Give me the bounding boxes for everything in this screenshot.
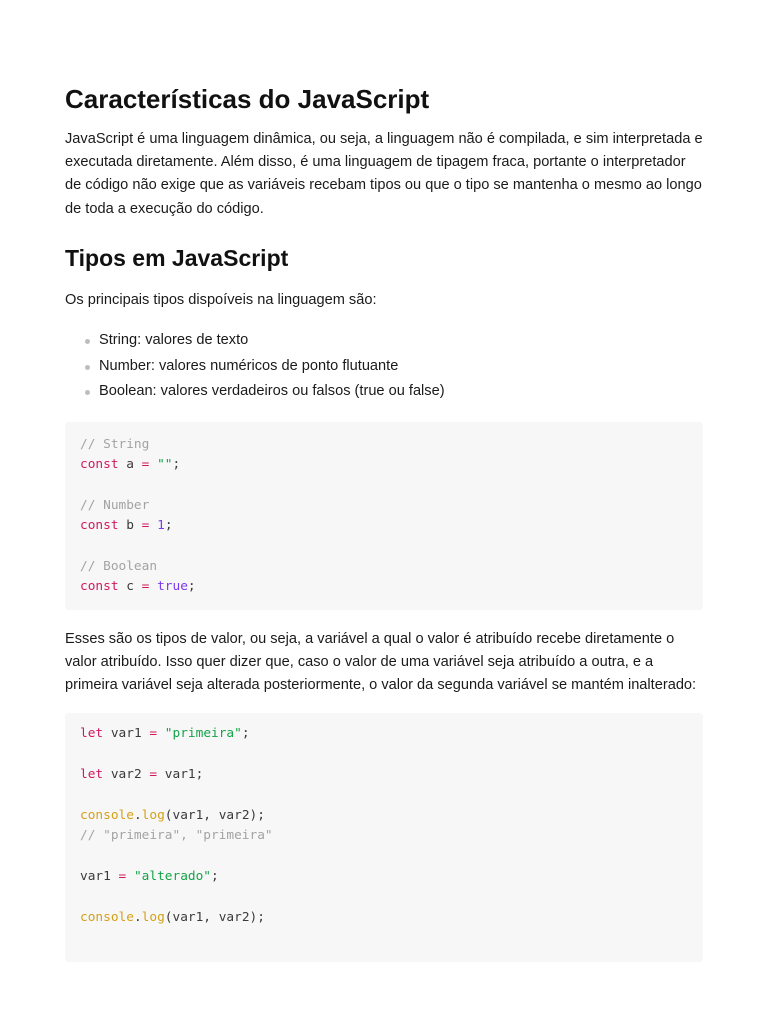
- bullet-icon: [85, 390, 90, 395]
- page-title: Características do JavaScript: [65, 84, 430, 114]
- code-token-plain: (var1, var2);: [164, 909, 265, 925]
- code-token-plain: var2: [103, 767, 150, 783]
- types-intro-paragraph: Os principais tipos dispoíveis na linguagem são:: [65, 291, 377, 308]
- code-token-punct: ;: [241, 726, 250, 742]
- code-token-num: true: [157, 579, 188, 595]
- code-token-punct: ;: [187, 579, 196, 595]
- code-token-plain: var1: [80, 868, 119, 884]
- code-token-kw: =: [141, 456, 150, 472]
- code-token-punct: ;: [164, 518, 173, 534]
- code-line: [80, 577, 688, 597]
- code-token-kw: const: [80, 518, 119, 534]
- code-token-plain: [149, 579, 157, 594]
- code-token-kw: const: [80, 579, 119, 595]
- code-token-plain: [149, 457, 157, 472]
- list-item: [99, 379, 703, 405]
- code-token-kw: =: [149, 726, 158, 742]
- code-token-str: "alterado": [133, 868, 212, 884]
- code-line: [80, 536, 688, 556]
- list-item-text: String: valores de texto: [99, 332, 249, 349]
- code-line: [80, 435, 688, 455]
- section-heading-types: Tipos em JavaScript: [65, 244, 289, 271]
- code-token-fn: log: [141, 909, 165, 925]
- intro-paragraph: JavaScript é uma linguagem dinâmica, ou seja, a linguagem não é compilada, e sim interpretada e executada diretamente. Além disso, é uma linguagem de tipagem fraca, portante o interpretador de código não exige que as variáveis recebam tipos ou que o tipo se mantenha o mesmo ao longo de toda a execução do código.: [65, 131, 703, 217]
- code-line: [80, 745, 688, 765]
- code-token-kw: =: [149, 767, 158, 783]
- code-token-str: "primeira": [164, 726, 242, 742]
- code-token-plain: a: [118, 456, 142, 472]
- code-token-plain: [157, 726, 165, 741]
- code-token-fn: log: [141, 807, 165, 823]
- code-token-comment: // String: [80, 436, 150, 452]
- code-token-punct: ;: [172, 456, 181, 472]
- code-line: [80, 806, 688, 826]
- code-line: [80, 516, 688, 536]
- code-token-punct: .: [133, 807, 142, 823]
- code-line: [80, 887, 688, 907]
- document-page: [65, 82, 703, 962]
- bullet-icon: [85, 339, 90, 344]
- code-token-punct: .: [133, 909, 142, 925]
- code-token-plain: (var1, var2);: [164, 807, 265, 823]
- code-line: [80, 475, 688, 495]
- value-types-paragraph: Esses são os tipos de valor, ou seja, a variável a qual o valor é atribuído recebe diretamente o valor atribuído. Isso quer dizer que, caso o valor de uma variável seja atribuído a outra, e a primeira variável seja alterada posteriormente, o valor da segunda variável se mantém inalterado:: [65, 630, 697, 694]
- list-item: [99, 354, 703, 380]
- code-line: [80, 455, 688, 475]
- code-token-kw: const: [80, 456, 119, 472]
- code-token-kw: let: [80, 767, 104, 783]
- code-token-fn: console: [80, 909, 134, 925]
- code-token-str: "": [157, 456, 173, 472]
- code-token-kw: =: [118, 868, 127, 884]
- code-line: [80, 785, 688, 805]
- code-token-punct: ;: [211, 868, 219, 884]
- code-line: [80, 847, 688, 867]
- code-token-plain: b: [118, 518, 142, 534]
- code-line: [80, 496, 688, 516]
- code-token-comment: // Boolean: [80, 558, 158, 574]
- list-item-text: Number: valores numéricos de ponto flutuante: [99, 357, 399, 374]
- code-token-plain: var1: [103, 726, 150, 742]
- code-token-fn: console: [80, 807, 134, 823]
- code-block-value-copy: [65, 713, 703, 962]
- code-line: [80, 826, 688, 846]
- bullet-icon: [85, 365, 90, 370]
- code-line: [80, 765, 688, 785]
- list-item: [99, 328, 703, 354]
- code-token-comment: // "primeira", "primeira": [80, 828, 273, 844]
- code-block-types: [65, 422, 703, 610]
- code-token-plain: var1;: [157, 767, 204, 783]
- code-token-kw: =: [141, 518, 150, 534]
- code-line: [80, 867, 688, 887]
- code-line: [80, 724, 688, 744]
- list-item-text: Boolean: valores verdadeiros ou falsos (true ou false): [99, 383, 445, 400]
- code-token-plain: [149, 518, 157, 533]
- code-token-num: 1: [157, 518, 165, 534]
- code-token-kw: let: [80, 726, 104, 742]
- code-token-plain: c: [118, 579, 142, 595]
- code-line: [80, 908, 688, 928]
- code-token-comment: // Number: [80, 497, 150, 513]
- types-list: [65, 328, 703, 405]
- code-line: [80, 557, 688, 577]
- code-token-kw: =: [141, 579, 150, 595]
- code-token-plain: [126, 869, 134, 884]
